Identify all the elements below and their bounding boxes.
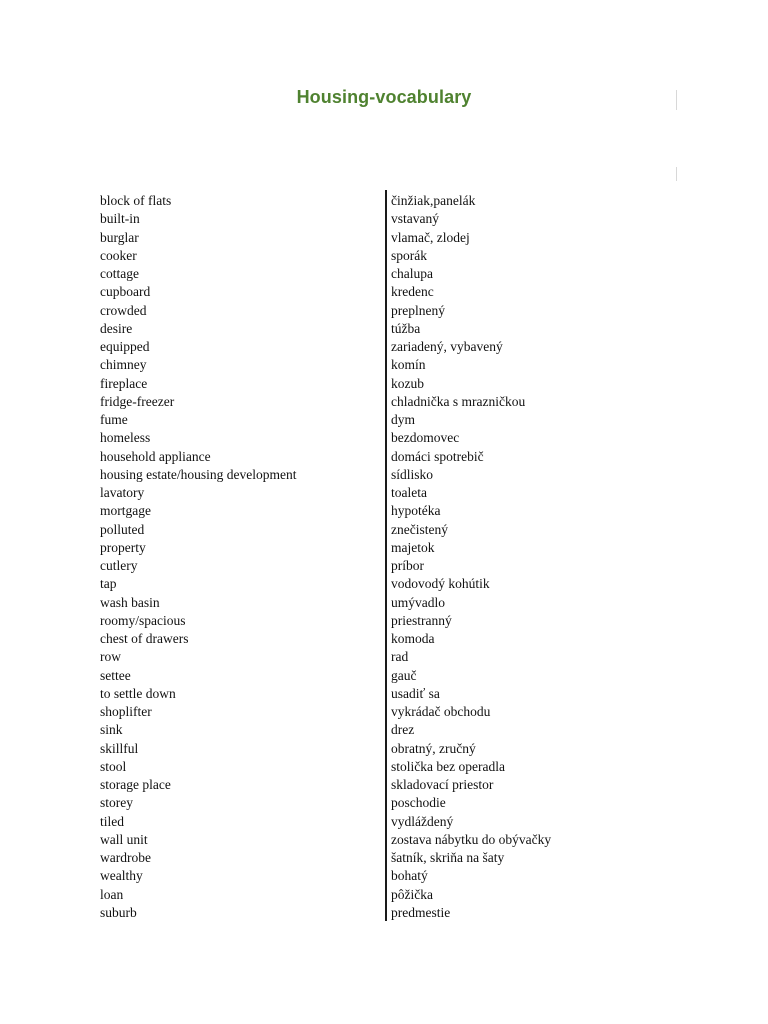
slovak-translation: preplnený <box>391 302 445 318</box>
vocab-row <box>100 283 620 301</box>
slovak-translation: hypotéka <box>391 503 441 519</box>
vocab-row <box>100 502 620 520</box>
slovak-translation: drez <box>391 722 415 738</box>
vocab-row <box>100 740 620 758</box>
slovak-translation: komoda <box>391 631 435 646</box>
slovak-translation: vstavaný <box>391 211 439 227</box>
slovak-translation: toaleta <box>391 485 427 500</box>
english-term: wealthy <box>100 868 143 884</box>
vocab-row <box>100 867 620 885</box>
vocab-row <box>100 448 620 466</box>
vocab-row <box>100 393 620 411</box>
slovak-translation: dym <box>391 412 416 427</box>
vocab-row <box>100 831 620 849</box>
vocab-row <box>100 758 620 776</box>
english-term: storey <box>100 795 133 811</box>
english-term: fridge-freezer <box>100 393 175 409</box>
slovak-translation: znečistený <box>391 521 448 537</box>
page-title: Housing-vocabulary <box>296 87 472 107</box>
slovak-translation: chalupa <box>391 266 433 281</box>
english-term: wardrobe <box>100 850 151 865</box>
vocab-row <box>100 210 620 228</box>
english-term: property <box>100 539 146 555</box>
vocab-row <box>100 630 620 648</box>
vocab-row <box>100 265 620 283</box>
slovak-translation: bohatý <box>391 868 428 884</box>
english-term: mortgage <box>100 503 151 519</box>
vocab-row <box>100 247 620 265</box>
english-term: polluted <box>100 521 145 537</box>
slovak-translation: stolička bez operadla <box>391 758 505 774</box>
slovak-translation: šatník, skriňa na šaty <box>391 850 505 865</box>
margin-mark-lower <box>676 167 677 181</box>
vocab-row <box>100 849 620 867</box>
english-term: tap <box>100 576 117 592</box>
english-term: equipped <box>100 339 150 354</box>
vocab-row <box>100 356 620 374</box>
english-term: household appliance <box>100 448 211 464</box>
english-term: wash basin <box>100 594 160 610</box>
slovak-translation: predmestie <box>391 904 451 920</box>
english-term: cottage <box>100 266 139 281</box>
slovak-translation: vydláždený <box>391 813 454 829</box>
english-term: chest of drawers <box>100 631 189 646</box>
vocab-row <box>100 320 620 338</box>
vocab-row <box>100 648 620 666</box>
slovak-translation: obratný, zručný <box>391 740 476 756</box>
slovak-translation: poschodie <box>391 795 446 811</box>
vocab-row <box>100 557 620 575</box>
english-term: crowded <box>100 302 147 318</box>
vocab-row <box>100 685 620 703</box>
english-term: roomy/spacious <box>100 612 186 628</box>
vocab-row <box>100 794 620 812</box>
english-term: stool <box>100 758 127 774</box>
slovak-translation: umývadlo <box>391 594 445 610</box>
slovak-translation: sídlisko <box>391 466 434 482</box>
english-term: tiled <box>100 813 124 829</box>
vocab-row <box>100 813 620 831</box>
english-term: sink <box>100 722 123 738</box>
vocabulary-table <box>100 192 620 922</box>
vocab-row <box>100 594 620 612</box>
slovak-translation: činžiak,panelák <box>391 193 476 208</box>
slovak-translation: vykrádač obchodu <box>391 704 491 719</box>
vocab-row <box>100 302 620 320</box>
english-term: block of flats <box>100 193 172 208</box>
english-term: built-in <box>100 211 140 227</box>
english-term: homeless <box>100 430 151 446</box>
slovak-translation: domáci spotrebič <box>391 448 484 464</box>
english-term: housing estate/housing development <box>100 466 297 482</box>
vocab-row <box>100 411 620 429</box>
english-term: row <box>100 649 121 665</box>
english-term: skillful <box>100 740 139 756</box>
english-term: settee <box>100 667 131 683</box>
english-term: cooker <box>100 247 137 263</box>
vocab-row <box>100 338 620 356</box>
slovak-translation: zostava nábytku do obývačky <box>391 831 552 847</box>
vocab-row <box>100 521 620 539</box>
slovak-translation: kredenc <box>391 284 434 300</box>
slovak-translation: priestranný <box>391 612 452 628</box>
vocab-row <box>100 539 620 557</box>
vocab-row <box>100 776 620 794</box>
slovak-translation: chladnička s mrazničkou <box>391 393 526 409</box>
slovak-translation: príbor <box>391 558 424 573</box>
vocab-row <box>100 192 620 210</box>
english-term: loan <box>100 886 124 902</box>
english-term: to settle down <box>100 685 176 701</box>
english-term: suburb <box>100 904 137 920</box>
slovak-translation: skladovací priestor <box>391 777 494 792</box>
slovak-translation: kozub <box>391 375 424 391</box>
slovak-translation: majetok <box>391 539 435 555</box>
english-term: cupboard <box>100 284 151 300</box>
english-term: wall unit <box>100 831 148 847</box>
slovak-translation: sporák <box>391 247 427 263</box>
english-term: chimney <box>100 357 147 373</box>
vocab-row <box>100 429 620 447</box>
english-term: lavatory <box>100 485 145 500</box>
vocab-row <box>100 575 620 593</box>
vocab-row <box>100 886 620 904</box>
vocab-row <box>100 703 620 721</box>
vocab-row <box>100 667 620 685</box>
slovak-translation: pôžička <box>391 886 433 902</box>
english-term: storage place <box>100 777 171 792</box>
slovak-translation: vlamač, zlodej <box>391 229 470 245</box>
vocab-row <box>100 904 620 922</box>
vocab-row <box>100 466 620 484</box>
english-term: cutlery <box>100 558 138 573</box>
slovak-translation: zariadený, vybavený <box>391 339 503 354</box>
english-term: fireplace <box>100 375 148 391</box>
english-term: fume <box>100 412 128 427</box>
vocab-row <box>100 484 620 502</box>
slovak-translation: rad <box>391 649 409 665</box>
english-term: burglar <box>100 229 139 245</box>
english-term: desire <box>100 320 133 336</box>
margin-mark-top <box>676 90 677 110</box>
slovak-translation: gauč <box>391 667 417 683</box>
slovak-translation: komín <box>391 357 426 373</box>
vocab-row <box>100 721 620 739</box>
english-term: shoplifter <box>100 704 152 719</box>
vocab-row <box>100 229 620 247</box>
slovak-translation: vodovodý kohútik <box>391 576 490 592</box>
vocab-row <box>100 375 620 393</box>
slovak-translation: usadiť sa <box>391 685 440 701</box>
slovak-translation: bezdomovec <box>391 430 460 446</box>
slovak-translation: túžba <box>391 320 421 336</box>
vocab-row <box>100 612 620 630</box>
